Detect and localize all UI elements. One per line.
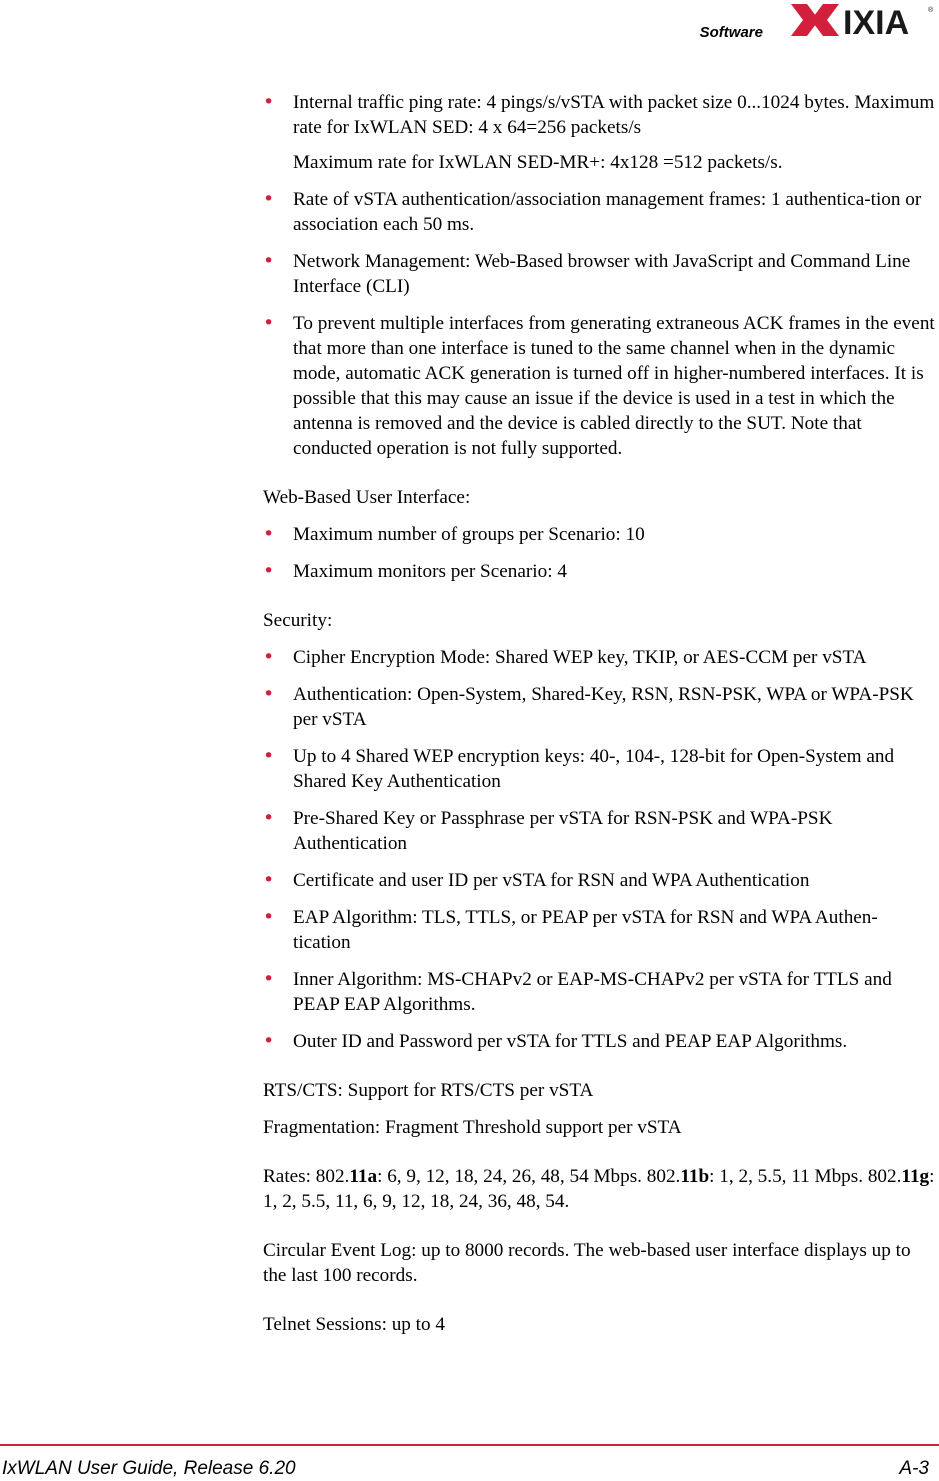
bullet-icon: • bbox=[263, 250, 275, 272]
fragmentation-paragraph: Fragmentation: Fragment Threshold support per vSTA bbox=[263, 1117, 682, 1138]
list-item: • Certificate and user ID per vSTA for RSN and WPA Authentication bbox=[263, 869, 810, 891]
rts-cts-paragraph: RTS/CTS: Support for RTS/CTS per vSTA bbox=[263, 1080, 594, 1101]
footer-divider bbox=[0, 1444, 939, 1446]
page-number: A-3 bbox=[899, 1458, 929, 1479]
bullet-icon: • bbox=[263, 560, 275, 582]
bullet-icon: • bbox=[263, 968, 275, 990]
security-heading: Security: bbox=[263, 610, 333, 631]
rate-11a-label: 11a bbox=[349, 1166, 378, 1187]
footer-guide-title: IxWLAN User Guide, Release 6.20 bbox=[2, 1458, 296, 1479]
list-item: • Cipher Encryption Mode: Shared WEP key, TKIP, or AES-CCM per vSTA bbox=[263, 646, 867, 668]
bullet-icon: • bbox=[263, 523, 275, 545]
ixia-logo bbox=[785, 0, 935, 46]
list-item: • Internal traffic ping rate: 4 pings/s/vSTA with packet size 0...1024 bytes. Maximum rate for IxWLAN SED: 4 x 64=256 packets/s bbox=[263, 91, 935, 138]
list-item: • Pre-Shared Key or Passphrase per vSTA for RSN-PSK and WPA-PSK Authentication bbox=[263, 807, 833, 854]
section-title: Software bbox=[699, 24, 763, 41]
list-item: • Up to 4 Shared WEP encryption keys: 40-, 104-, 128-bit for Open-System and Shared Key Authentication bbox=[263, 745, 895, 792]
rates-paragraph: Rates: 802.11a: 6, 9, 12, 18, 24, 26, 48, 54 Mbps. 802.11b: 1, 2, 5.5, 11 Mbps. 802.11g: 1, 2, 5.5, 11, 6, 9, 12, 18, 24, 36, 48, 54. bbox=[263, 1166, 935, 1212]
svg-text:®: ® bbox=[928, 7, 934, 14]
logo-text: IXIA bbox=[843, 4, 910, 42]
bullet-icon: • bbox=[263, 1030, 275, 1052]
list-item: • Inner Algorithm: MS-CHAPv2 or EAP-MS-CHAPv2 per vSTA for TTLS and PEAP EAP Algorithms. bbox=[263, 968, 892, 1015]
bullet-icon: • bbox=[263, 869, 275, 891]
bullet-icon: • bbox=[263, 683, 275, 705]
bullet-icon: • bbox=[263, 646, 275, 668]
list-item-continuation: Maximum rate for IxWLAN SED-MR+: 4x128 =512 packets/s. bbox=[293, 152, 783, 173]
list-item: • EAP Algorithm: TLS, TTLS, or PEAP per vSTA for RSN and WPA Authen-tication bbox=[263, 906, 878, 953]
telnet-paragraph: Telnet Sessions: up to 4 bbox=[263, 1314, 445, 1335]
event-log-paragraph: Circular Event Log: up to 8000 records. The web-based user interface displays up to the last 100 records. bbox=[263, 1240, 911, 1286]
bullet-icon: • bbox=[263, 745, 275, 767]
bullet-icon: • bbox=[263, 312, 275, 334]
list-item: • Maximum number of groups per Scenario: 10 bbox=[263, 523, 645, 545]
bullet-icon: • bbox=[263, 807, 275, 829]
main-content bbox=[263, 90, 935, 1361]
list-item: • Maximum monitors per Scenario: 4 bbox=[263, 560, 567, 582]
rate-11b-label: 11b bbox=[680, 1166, 710, 1187]
bullet-icon: • bbox=[263, 188, 275, 210]
rate-11g-label: 11g bbox=[901, 1166, 930, 1187]
bullet-icon: • bbox=[263, 906, 275, 928]
web-ui-heading: Web-Based User Interface: bbox=[263, 487, 471, 508]
list-item: • Network Management: Web-Based browser with JavaScript and Command Line Interface (CLI) bbox=[263, 250, 911, 297]
list-item: • Rate of vSTA authentication/association management frames: 1 authentica-tion or association each 50 ms. bbox=[263, 188, 922, 235]
bullet-icon: • bbox=[263, 91, 275, 113]
list-item: • Authentication: Open-System, Shared-Key, RSN, RSN-PSK, WPA or WPA-PSK per vSTA bbox=[263, 683, 914, 730]
list-item: • To prevent multiple interfaces from generating extraneous ACK frames in the event that more than one interface is tuned to the same channel when in the dynamic mode, automatic ACK generation is turned off in higher-numbered interfaces. It is possible that this may cause an issue if the device is used in a test in which the antenna is removed and the device is cabled directly to the SUT. Note that conducted operation is not fully supported. bbox=[263, 312, 935, 459]
list-item: • Outer ID and Password per vSTA for TTLS and PEAP EAP Algorithms. bbox=[263, 1030, 848, 1052]
